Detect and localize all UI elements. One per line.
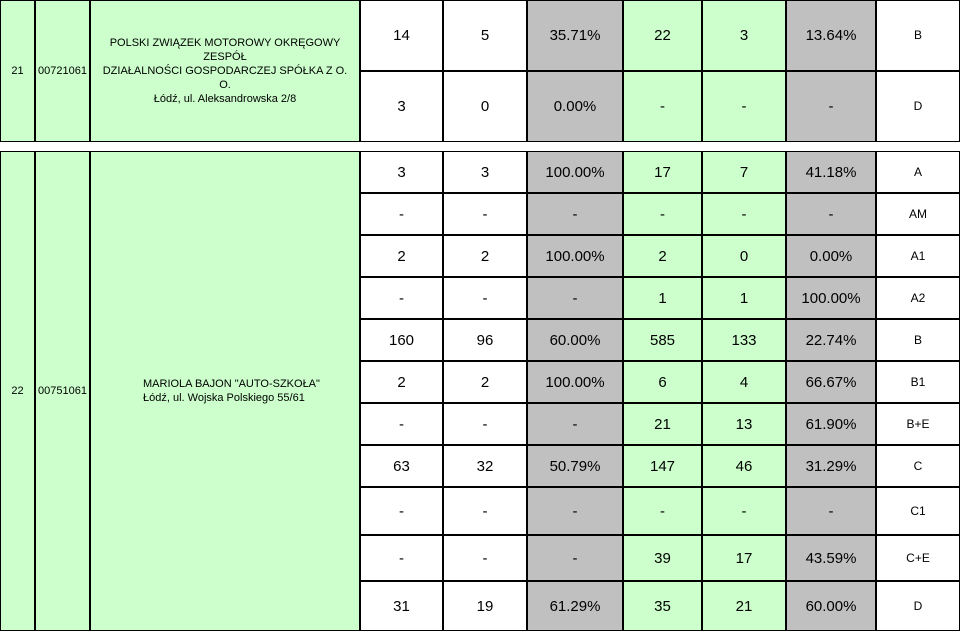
cell-c2: - <box>443 403 527 445</box>
cell-c3: 0.00% <box>527 71 623 142</box>
cell-c1: 63 <box>360 445 443 487</box>
cell-c4: 147 <box>623 445 702 487</box>
cell-c4: 22 <box>623 0 702 71</box>
school-code: 00751061 <box>35 151 90 631</box>
cell-c1: - <box>360 535 443 581</box>
cell-c4: 1 <box>623 277 702 319</box>
cell-cat: B+E <box>876 403 960 445</box>
cell-c3: - <box>527 277 623 319</box>
cell-c5: 17 <box>702 535 786 581</box>
cell-c4: 17 <box>623 151 702 193</box>
cell-c4: 21 <box>623 403 702 445</box>
cell-c1: - <box>360 403 443 445</box>
cell-c4: 6 <box>623 361 702 403</box>
cell-c6: 31.29% <box>786 445 876 487</box>
cell-c6: 0.00% <box>786 235 876 277</box>
school-name-address <box>90 0 360 142</box>
cell-c5: 21 <box>702 581 786 631</box>
cell-c5: 7 <box>702 151 786 193</box>
cell-c2: 96 <box>443 319 527 361</box>
cell-cat: A1 <box>876 235 960 277</box>
cell-c4: - <box>623 193 702 235</box>
name-line: POLSKI ZWIĄZEK MOTOROWY OKRĘGOWY ZESPÓŁ <box>109 37 341 63</box>
cell-c5: - <box>702 487 786 535</box>
cell-c6: - <box>786 487 876 535</box>
cell-c2: 2 <box>443 235 527 277</box>
cell-c3: 35.71% <box>527 0 623 71</box>
name-line: Łódź, ul. Wojska Polskiego 55/61 <box>143 392 305 404</box>
cell-c3: 50.79% <box>527 445 623 487</box>
cell-c4: 35 <box>623 581 702 631</box>
cell-c5: 0 <box>702 235 786 277</box>
row-number: 22 <box>0 151 35 631</box>
cell-c5: 13 <box>702 403 786 445</box>
cell-cat: C1 <box>876 487 960 535</box>
name-line: DZIAŁALNOŚCI GOSPODARCZEJ SPÓŁKA Z O. O. <box>102 65 348 91</box>
cell-c6: 41.18% <box>786 151 876 193</box>
cell-c6: - <box>786 193 876 235</box>
cell-c3: 100.00% <box>527 151 623 193</box>
cell-c6: - <box>786 71 876 142</box>
cell-c5: 3 <box>702 0 786 71</box>
cell-c3: - <box>527 193 623 235</box>
cell-c2: - <box>443 277 527 319</box>
cell-c1: - <box>360 487 443 535</box>
cell-c6: 13.64% <box>786 0 876 71</box>
cell-c3: 60.00% <box>527 319 623 361</box>
cell-c1: 3 <box>360 71 443 142</box>
cell-c2: - <box>443 487 527 535</box>
cell-cat: B <box>876 0 960 71</box>
cell-c3: - <box>527 487 623 535</box>
cell-cat: D <box>876 581 960 631</box>
cell-c6: 60.00% <box>786 581 876 631</box>
cell-c4: 2 <box>623 235 702 277</box>
cell-c5: 133 <box>702 319 786 361</box>
cell-cat: D <box>876 71 960 142</box>
cell-c1: 14 <box>360 0 443 71</box>
cell-c4: - <box>623 487 702 535</box>
cell-c6: 100.00% <box>786 277 876 319</box>
cell-c1: 31 <box>360 581 443 631</box>
cell-c5: 4 <box>702 361 786 403</box>
cell-c1: 2 <box>360 361 443 403</box>
cell-c6: 61.90% <box>786 403 876 445</box>
cell-cat: AM <box>876 193 960 235</box>
name-line: Łódź, ul. Aleksandrowska 2/8 <box>153 93 297 105</box>
cell-c2: 3 <box>443 151 527 193</box>
cell-c4: 585 <box>623 319 702 361</box>
cell-c1: 160 <box>360 319 443 361</box>
cell-c5: 46 <box>702 445 786 487</box>
cell-c2: 0 <box>443 71 527 142</box>
cell-cat: B1 <box>876 361 960 403</box>
cell-cat: C+E <box>876 535 960 581</box>
name-line: MARIOLA BAJON "AUTO-SZKOŁA" <box>143 378 320 390</box>
cell-c5: - <box>702 193 786 235</box>
school-code: 00721061 <box>35 0 90 142</box>
cell-c6: 22.74% <box>786 319 876 361</box>
cell-c3: 61.29% <box>527 581 623 631</box>
cell-c3: - <box>527 403 623 445</box>
cell-c6: 43.59% <box>786 535 876 581</box>
cell-cat: C <box>876 445 960 487</box>
cell-c2: 2 <box>443 361 527 403</box>
cell-c1: 3 <box>360 151 443 193</box>
cell-c3: 100.00% <box>527 235 623 277</box>
cell-c2: 5 <box>443 0 527 71</box>
cell-c3: - <box>527 535 623 581</box>
cell-cat: B <box>876 319 960 361</box>
cell-c1: 2 <box>360 235 443 277</box>
cell-c6: 66.67% <box>786 361 876 403</box>
cell-c2: 19 <box>443 581 527 631</box>
row-number: 21 <box>0 0 35 142</box>
cell-c2: - <box>443 535 527 581</box>
cell-c1: - <box>360 277 443 319</box>
school-name-address <box>90 151 360 631</box>
cell-cat: A <box>876 151 960 193</box>
cell-c4: - <box>623 71 702 142</box>
group-separator <box>0 142 960 151</box>
cell-c1: - <box>360 193 443 235</box>
cell-c4: 39 <box>623 535 702 581</box>
cell-c2: 32 <box>443 445 527 487</box>
cell-c5: - <box>702 71 786 142</box>
cell-cat: A2 <box>876 277 960 319</box>
cell-c3: 100.00% <box>527 361 623 403</box>
cell-c5: 1 <box>702 277 786 319</box>
cell-c2: - <box>443 193 527 235</box>
